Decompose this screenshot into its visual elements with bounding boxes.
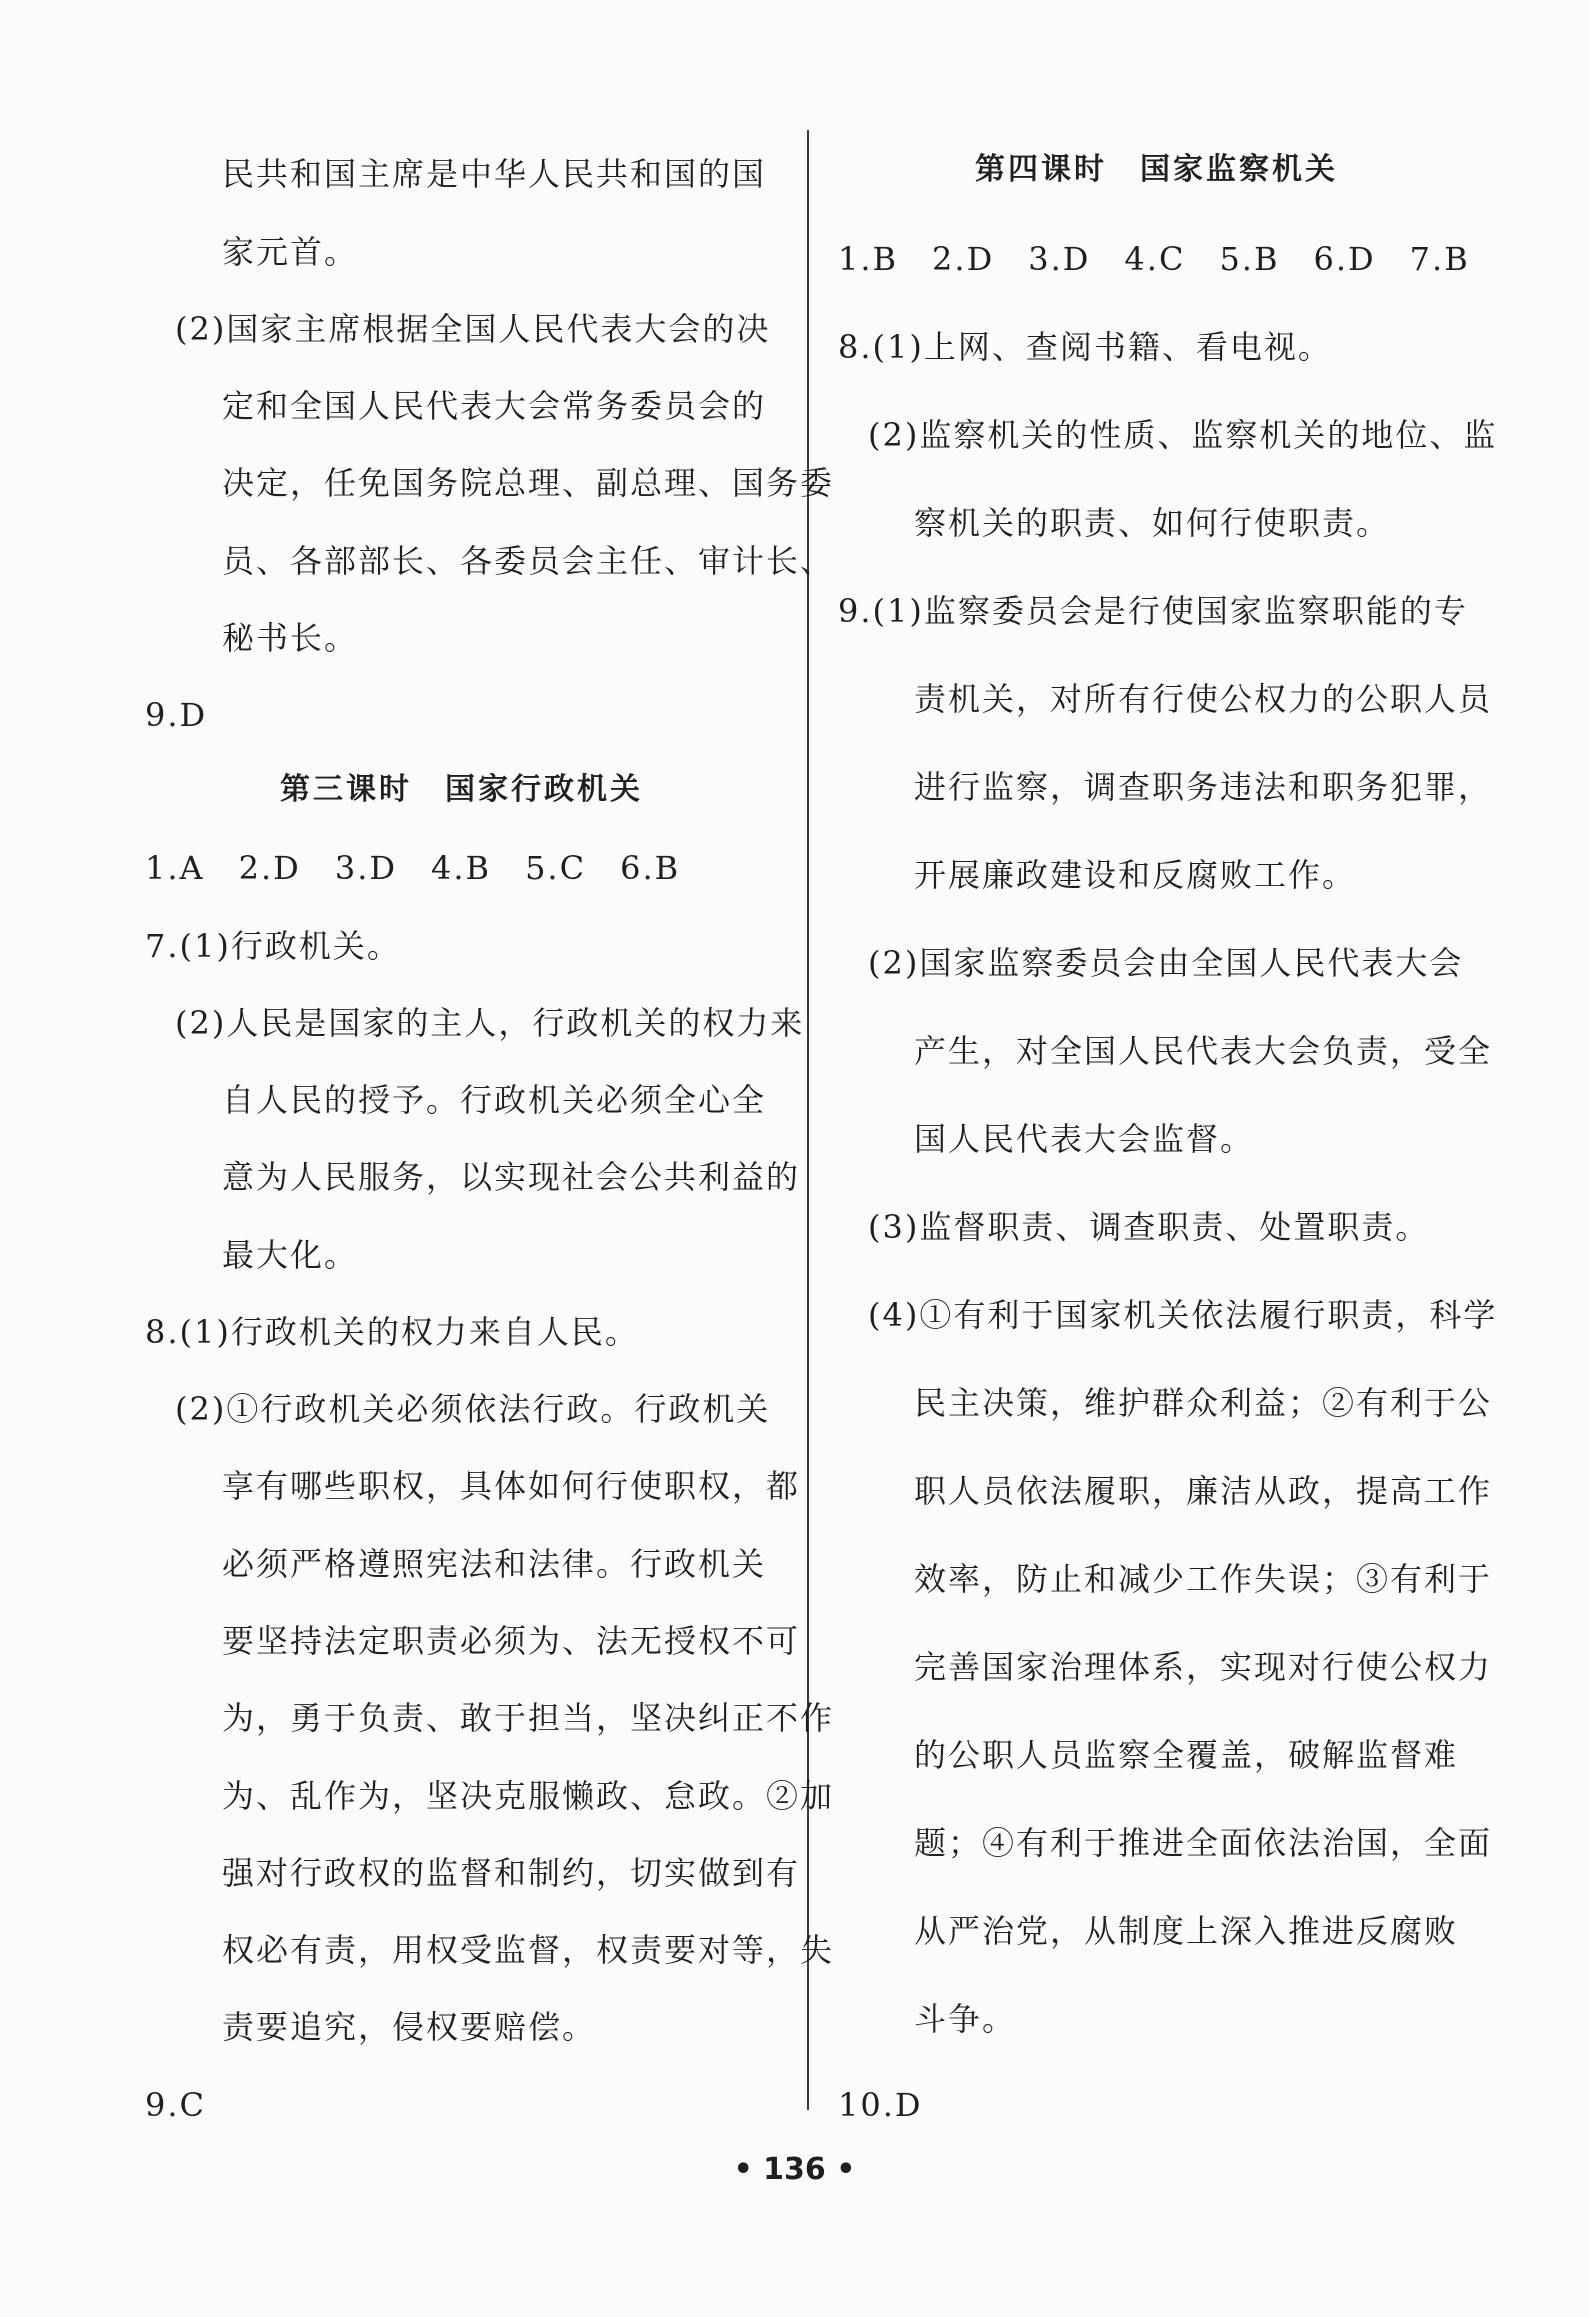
- answer-line: 员、各部部长、各委员会主任、审计长、: [222, 542, 835, 580]
- answer-line: 为，勇于负责、敢于担当，坚决纠正不作: [222, 1699, 835, 1737]
- answer-line: 职人员依法履职，廉洁从政，提高工作: [914, 1472, 1493, 1510]
- answer-line: 产生，对全国人民代表大会负责，受全: [914, 1032, 1493, 1070]
- answer-line: 1.B 2.D 3.D 4.C 5.B 6.D 7.B: [838, 240, 1470, 278]
- answer-line: (2)人民是国家的主人，行政机关的权力来: [175, 1004, 805, 1042]
- answer-line: 民主决策，维护群众利益；②有利于公: [914, 1384, 1493, 1422]
- answer-line: 权必有责，用权受监督，权责要对等，失: [222, 1931, 835, 1969]
- answer-line: 完善国家治理体系，实现对行使公权力: [914, 1648, 1493, 1686]
- answer-line: 享有哪些职权，具体如何行使职权，都: [222, 1467, 801, 1505]
- answer-line: (2)监察机关的性质、监察机关的地位、监: [868, 416, 1498, 454]
- answer-line: 强对行政权的监督和制约，切实做到有: [222, 1854, 801, 1892]
- answer-line: (4)①有利于国家机关依法履行职责，科学: [868, 1296, 1498, 1334]
- answer-line: 定和全国人民代表大会常务委员会的: [222, 387, 767, 425]
- answer-line: 8.(1)行政机关的权力来自人民。: [145, 1313, 639, 1351]
- answer-line: (2)①行政机关必须依法行政。行政机关: [175, 1390, 771, 1428]
- answer-line: 责机关，对所有行使公权力的公职人员: [914, 680, 1493, 718]
- answer-line: 1.A 2.D 3.D 4.B 5.C 6.B: [145, 849, 681, 887]
- answer-line: 责要追究，侵权要赔偿。: [222, 2008, 597, 2046]
- answer-line: 题；④有利于推进全面依法治国，全面: [914, 1824, 1493, 1862]
- answer-line: 的公职人员监察全覆盖，破解监督难: [914, 1736, 1459, 1774]
- answer-line: 进行监察，调查职务违法和职务犯罪，: [914, 768, 1493, 806]
- answer-line: 家元首。: [222, 233, 359, 271]
- answer-line: (2)国家主席根据全国人民代表大会的决: [175, 310, 771, 348]
- answer-line: 要坚持法定职责必须为、法无授权不可: [222, 1622, 801, 1660]
- answer-line: 决定，任免国务院总理、副总理、国务委: [222, 464, 835, 502]
- answer-line: 意为人民服务，以实现社会公共利益的: [222, 1158, 801, 1196]
- answer-line: 秘书长。: [222, 619, 359, 657]
- answer-line: 察机关的职责、如何行使职责。: [914, 504, 1391, 542]
- answer-line: 9.D: [145, 696, 208, 734]
- answer-line: 必须严格遵照宪法和法律。行政机关: [222, 1545, 767, 1583]
- section-heading: 第三课时 国家行政机关: [280, 772, 643, 807]
- answer-line: 从严治党，从制度上深入推进反腐败: [914, 1912, 1459, 1950]
- answer-line: (3)监督职责、调查职责、处置职责。: [868, 1208, 1430, 1246]
- page-number: • 136 •: [733, 2152, 856, 2187]
- answer-line: 为、乱作为，坚决克服懒政、怠政。②加: [222, 1777, 835, 1815]
- answer-line: 斗争。: [914, 2000, 1017, 2038]
- answer-line: 开展廉政建设和反腐败工作。: [914, 856, 1357, 894]
- answer-line: 10.D: [838, 2086, 923, 2124]
- answer-line: 9.C: [145, 2086, 207, 2124]
- answer-line: 8.(1)上网、查阅书籍、看电视。: [838, 328, 1332, 366]
- answer-line: 9.(1)监察委员会是行使国家监察职能的专: [838, 592, 1468, 630]
- answer-line: 最大化。: [222, 1236, 359, 1274]
- answer-line: 7.(1)行政机关。: [145, 927, 401, 965]
- answer-line: 自人民的授予。行政机关必须全心全: [222, 1081, 767, 1119]
- answer-line: 国人民代表大会监督。: [914, 1120, 1255, 1158]
- answer-line: (2)国家监察委员会由全国人民代表大会: [868, 944, 1464, 982]
- answer-line: 效率，防止和减少工作失误；③有利于: [914, 1560, 1493, 1598]
- section-heading: 第四课时 国家监察机关: [975, 152, 1338, 187]
- answer-line: 民共和国主席是中华人民共和国的国: [222, 155, 767, 193]
